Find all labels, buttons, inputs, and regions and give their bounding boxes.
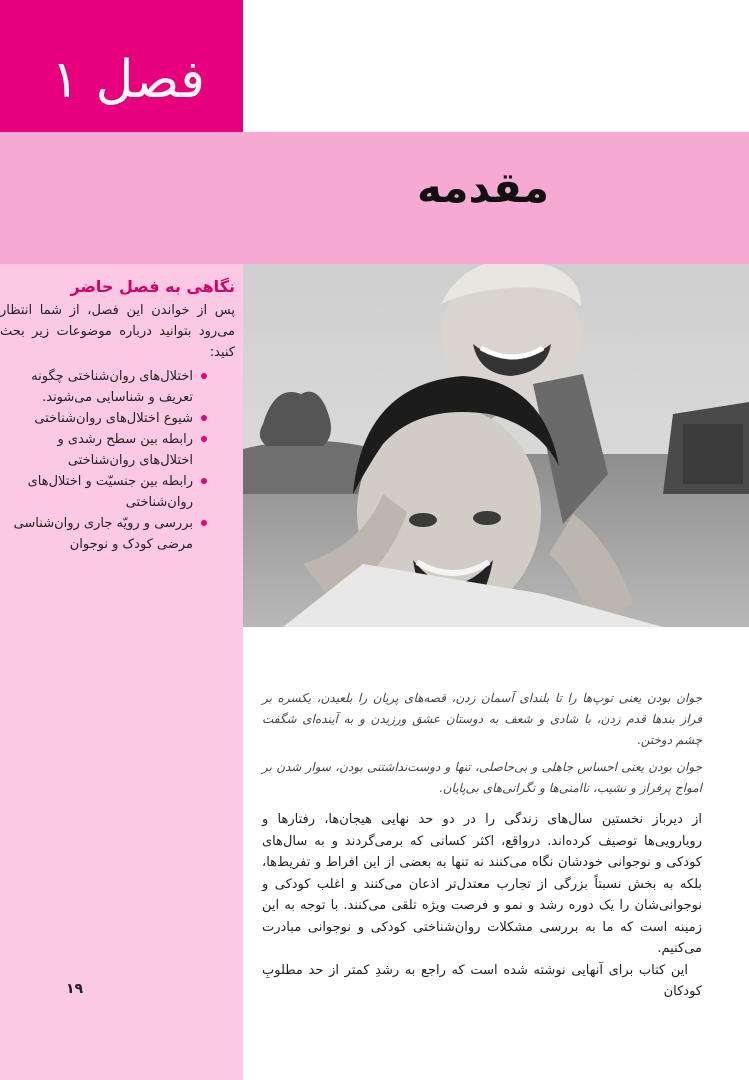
epigraph-1: جوان بودن یعنی توپ‌ها را تا بلندای آسمان زدن، قصه‌های پریان را بلعیدن، یکسره بر فراز بندها قدم زدن، با شادی و شعف به دوستان عشق ورزیدن و به آینده‌ای شگفت چشم دوختن. xyxy=(262,691,702,747)
body-paragraph-1: از دیرباز نخستین سال‌های زندگی را در دو حد نهایی هیجان‌ها، رفتارها و رویارویی‌ها توصیف کرده‌اند. درواقع، اکثر کسانی که برمی‌گردند و به سال‌های کودکی و نوجوانی خودشان نگاه می‌کنند نه تنها به بعضی از این افراط و تفریط‌ها، بلکه به بخش نسبتاً بزرگی از تجارب معتدل‌تر اذعان می‌کنند و اغلب کودکی و نوجوانی‌شان را یک دوره رشد و نمو و فرصت ویژه تلقی می‌کنند. با توجه به این زمینه است که ما به بررسی مشکلات روان‌شناختی کودکی و نوجوانی مبادرت می‌کنیم. xyxy=(262,812,702,956)
page-number: ۱۹ xyxy=(66,981,84,997)
body-paragraph-2: این کتاب برای آنهایی نوشته شده است که راجع به رشدِ کمتر از حد مطلوبِ کودکان xyxy=(262,962,702,999)
objective-text: رابطه بین جنسیّت و اختلال‌های روان‌شناختی xyxy=(27,474,193,510)
title-band xyxy=(0,132,749,264)
objective-item xyxy=(0,429,193,471)
objective-text: رابطه بین سطح رشدی و اختلال‌های روان‌شناختی xyxy=(57,432,193,468)
epigraph-2: جوان بودن یعنی احساس جاهلی و بی‌حاصلی، تنها و دوست‌نداشتنی بودن، سوار شدن بر امواج پرفراز و نشیب، ناامنی‌ها و نگرانی‌های بی‌پایان. xyxy=(262,760,702,795)
objective-item xyxy=(0,366,193,408)
photo-illustration xyxy=(243,264,749,627)
sidebar-content xyxy=(0,276,235,555)
bullet-icon xyxy=(201,478,207,484)
bullet-icon xyxy=(201,373,207,379)
main-text xyxy=(262,688,702,1003)
sidebar-heading: نگاهی به فصل حاضر xyxy=(70,277,235,296)
chapter-photo xyxy=(243,264,749,627)
objective-item xyxy=(0,513,193,555)
bullet-icon xyxy=(201,436,207,442)
bullet-icon xyxy=(201,520,207,526)
sidebar-intro: پس از خواندن این فصل، از شما انتظار می‌رود بتوانید درباره موضوعات زیر بحث کنید: xyxy=(0,303,235,360)
objective-text: شیوع اختلال‌های روان‌شناختی xyxy=(34,411,193,426)
objective-item xyxy=(0,471,193,513)
objective-text: اختلال‌های روان‌شناختی چگونه تعریف و شناسایی می‌شوند. xyxy=(31,369,193,405)
chapter-title: فصل ۱ xyxy=(51,50,205,110)
objectives-list xyxy=(0,366,235,555)
chapter-tab xyxy=(0,0,243,132)
bullet-icon xyxy=(201,415,207,421)
chapter-sidebar xyxy=(0,264,243,1080)
section-title: مقدمه xyxy=(417,163,549,212)
objective-text: بررسی و رویّه جاری روان‌شناسی مرضی کودک و نوجوان xyxy=(13,516,193,552)
objective-item xyxy=(0,408,193,429)
